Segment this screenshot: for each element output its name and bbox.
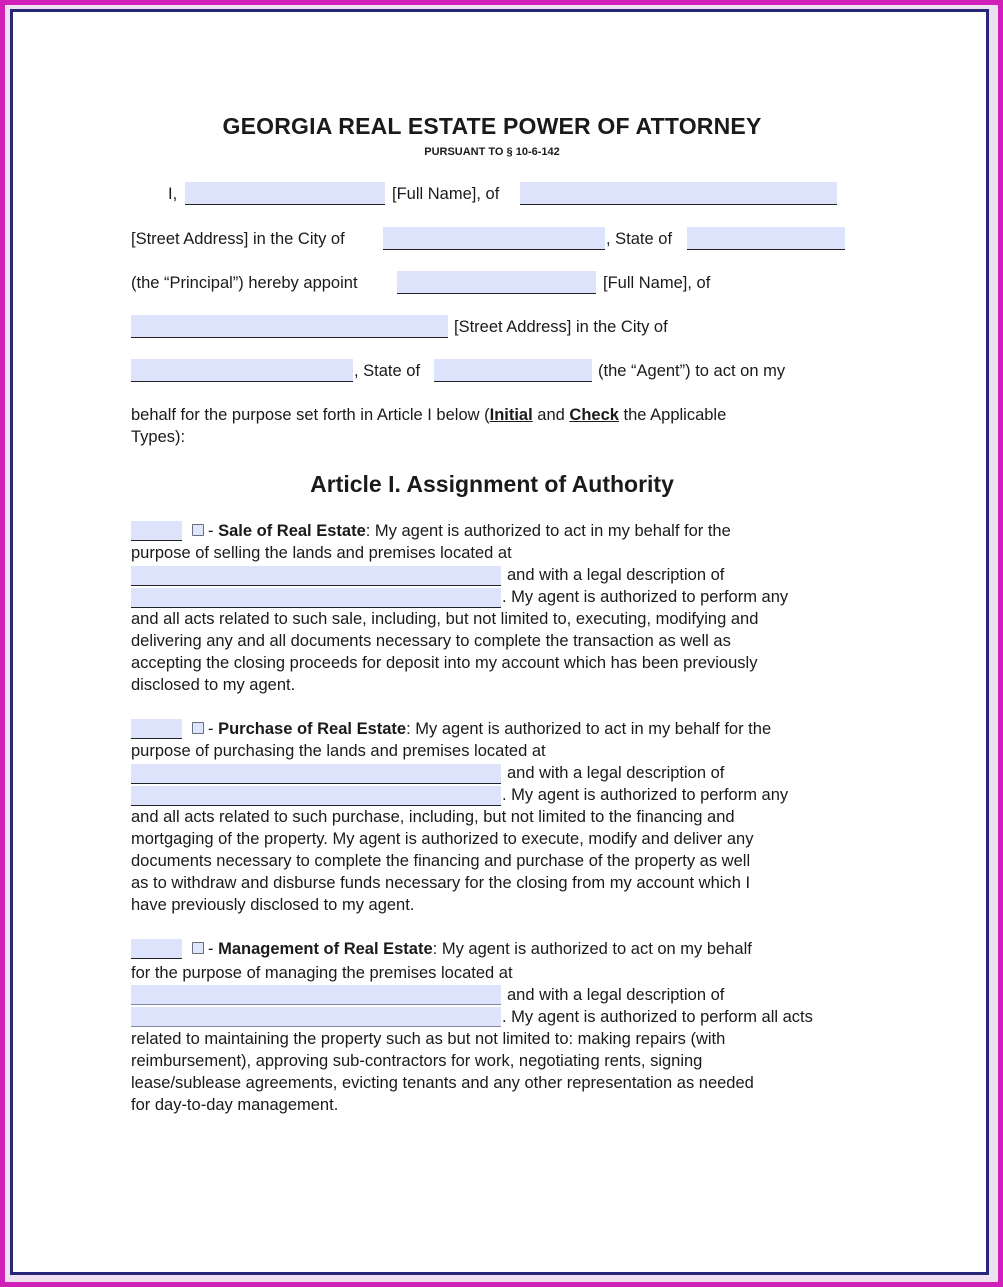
purchase-legal-field[interactable] (131, 786, 501, 806)
purchase-initial-field[interactable] (131, 719, 182, 739)
agent-name-field[interactable] (397, 271, 596, 294)
sale-location-field[interactable] (131, 566, 501, 586)
sale-initial-field[interactable] (131, 521, 182, 541)
agent-street-label: [Street Address] in the City of (454, 318, 668, 336)
principal-street-label: [Street Address] in the City of (131, 230, 345, 248)
management-line-1 (208, 938, 888, 960)
types-line: Types): (131, 428, 186, 446)
management-body-4: for day-to-day management. (131, 1096, 339, 1114)
sale-body-4: disclosed to my agent. (131, 676, 296, 694)
management-location-field[interactable] (131, 985, 501, 1005)
sale-perform-label: . My agent is authorized to perform any (502, 588, 789, 606)
principal-name-field[interactable] (185, 182, 385, 205)
initial-word: Initial (489, 406, 533, 424)
purchase-body-3: documents necessary to complete the financing and purchase of the property as well (131, 852, 751, 870)
agent-state-label: , State of (354, 362, 421, 380)
principal-state-field[interactable] (687, 227, 845, 250)
purchase-checkbox[interactable] (192, 722, 204, 734)
purchase-body-5: have previously disclosed to my agent. (131, 896, 415, 914)
sale-checkbox[interactable] (192, 524, 204, 536)
purchase-line-1-text: : My agent is authorized to act in my behalf for the (406, 720, 772, 738)
sale-body-3: accepting the closing proceeds for deposit into my account which has been previously (131, 654, 758, 672)
document-subtitle: PURSUANT TO § 10-6-142 (424, 146, 560, 158)
principal-city-field[interactable] (383, 227, 605, 250)
principal-appoint-label: (the “Principal”) hereby appoint (131, 274, 358, 292)
purchase-dash: - (208, 720, 219, 738)
sale-legal-label: and with a legal description of (507, 566, 725, 584)
purchase-line-2: purpose of purchasing the lands and premises located at (131, 742, 546, 760)
purpose-line (131, 404, 871, 426)
purchase-body-4: as to withdraw and disburse funds necessary for the closing from my account which I (131, 874, 751, 892)
purchase-title: Purchase of Real Estate (218, 720, 407, 738)
purchase-legal-label: and with a legal description of (507, 764, 725, 782)
management-body-1: related to maintaining the property such as but not limited to: making repairs (with (131, 1030, 726, 1048)
purchase-line-1 (208, 718, 888, 740)
management-body-2: reimbursement), approving sub-contractors for work, negotiating rents, signing (131, 1052, 703, 1070)
sale-body-2: delivering any and all documents necessary to complete the transaction as well as (131, 632, 731, 650)
management-line-1-text: : My agent is authorized to act on my behalf (432, 940, 752, 958)
purchase-location-field[interactable] (131, 764, 501, 784)
management-line-2: for the purpose of managing the premises located at (131, 964, 513, 982)
agent-city-field[interactable] (131, 359, 353, 382)
purchase-body-1: and all acts related to such purchase, including, but not limited to the financing and (131, 808, 735, 826)
applicable-word: the Applicable (618, 406, 727, 424)
sale-legal-field[interactable] (131, 588, 501, 608)
principal-street-field[interactable] (520, 182, 837, 205)
management-perform-label: . My agent is authorized to perform all acts (502, 1008, 813, 1026)
management-body-3: lease/sublease agreements, evicting tenants and any other representation as needed (131, 1074, 754, 1092)
management-initial-field[interactable] (131, 939, 182, 959)
management-legal-label: and with a legal description of (507, 986, 725, 1004)
sale-dash: - (208, 522, 219, 540)
management-legal-field[interactable] (131, 1007, 501, 1027)
principal-state-label: , State of (606, 230, 673, 248)
agent-state-field[interactable] (434, 359, 592, 382)
management-checkbox[interactable] (192, 942, 204, 954)
document-title: GEORGIA REAL ESTATE POWER OF ATTORNEY (222, 113, 762, 139)
purchase-body-2: mortgaging of the property. My agent is authorized to execute, modify and deliver any (131, 830, 754, 848)
article-heading: Article I. Assignment of Authority (310, 471, 674, 497)
sale-line-1 (208, 520, 888, 542)
and-word: and (532, 406, 570, 424)
agent-role-label: (the “Agent”) to act on my (598, 362, 786, 380)
management-title: Management of Real Estate (218, 940, 433, 958)
sale-line-2: purpose of selling the lands and premises located at (131, 544, 512, 562)
sale-title: Sale of Real Estate (218, 522, 366, 540)
sale-body-1: and all acts related to such sale, including, but not limited to, executing, modifying and (131, 610, 759, 628)
check-word: Check (569, 406, 619, 424)
purpose-text: behalf for the purpose set forth in Article I below ( (131, 406, 490, 424)
sale-line-1-text: : My agent is authorized to act in my behalf for the (365, 522, 731, 540)
principal-fullname-label: [Full Name], of (392, 185, 500, 203)
purchase-perform-label: . My agent is authorized to perform any (502, 786, 789, 804)
intro-i-label: I, (168, 185, 178, 203)
agent-fullname-label: [Full Name], of (603, 274, 711, 292)
agent-street-field[interactable] (131, 315, 448, 338)
management-dash: - (208, 940, 219, 958)
